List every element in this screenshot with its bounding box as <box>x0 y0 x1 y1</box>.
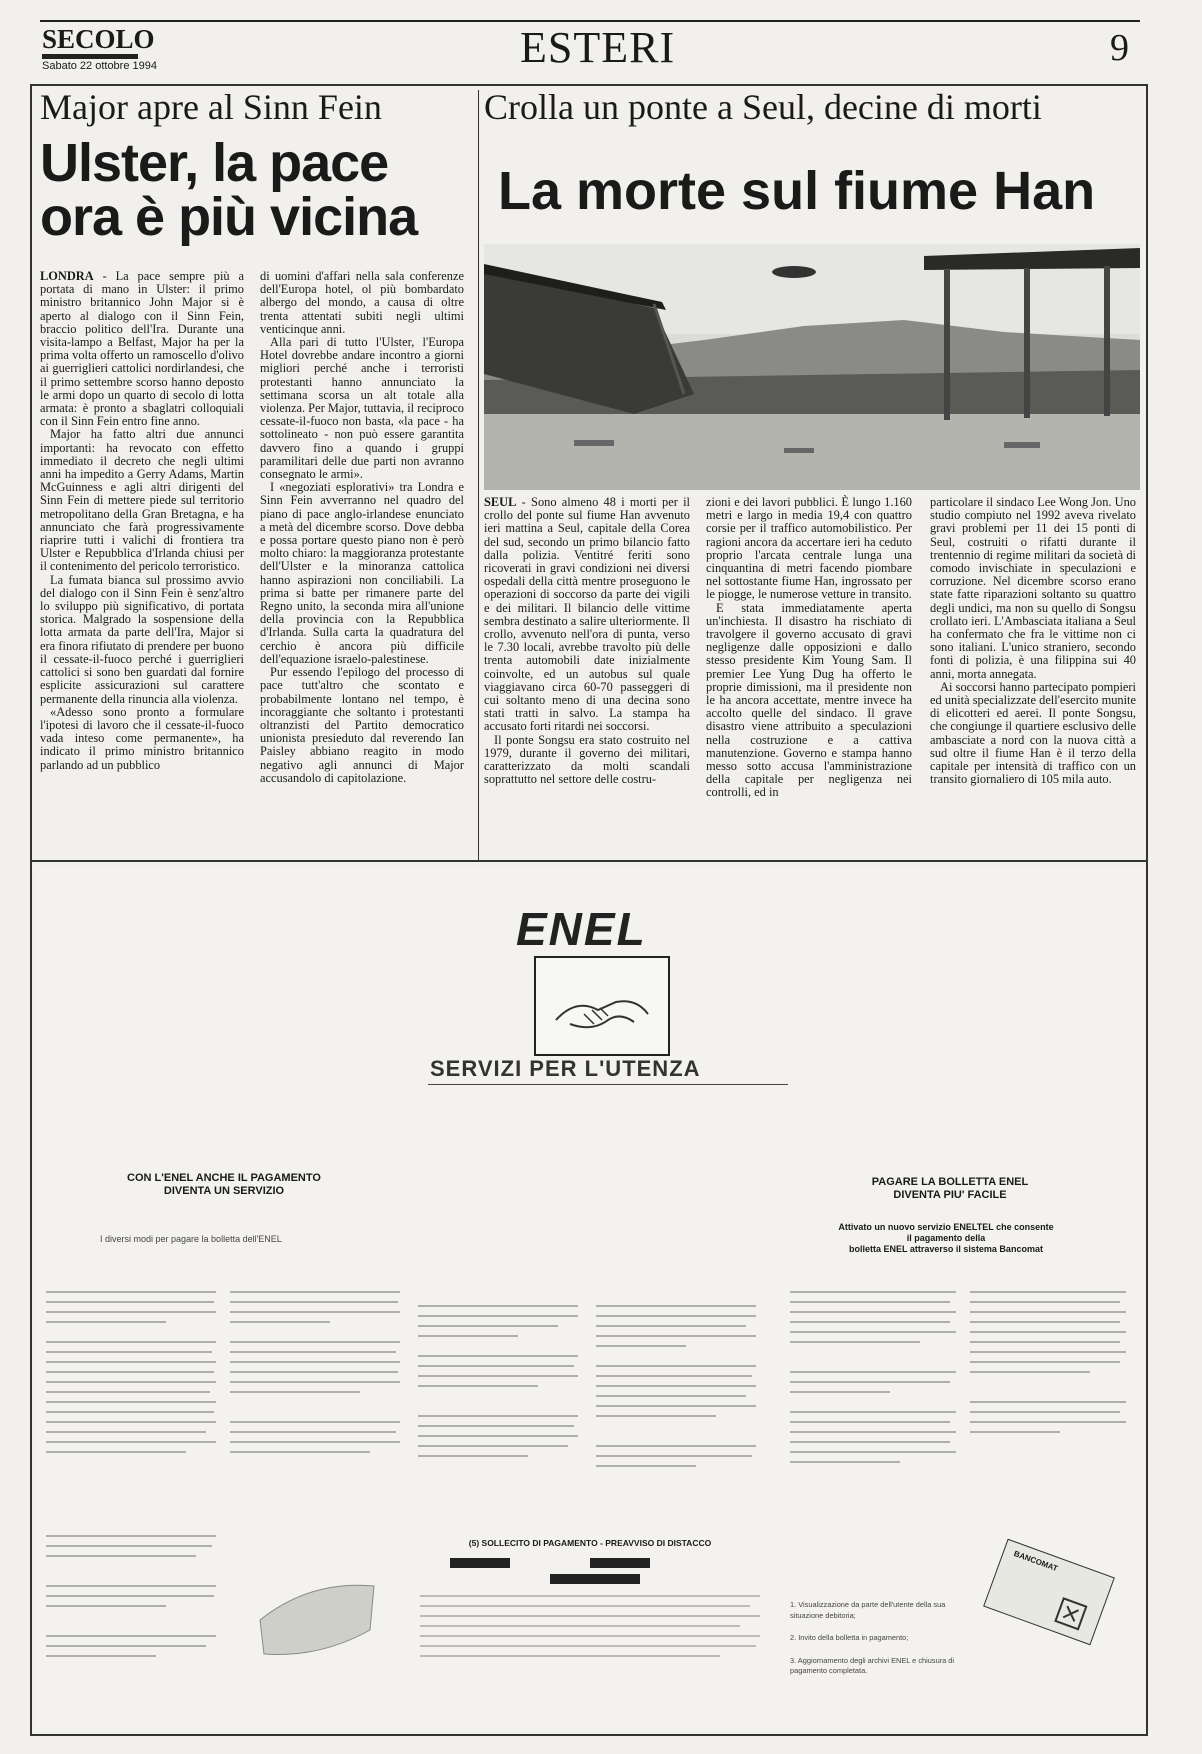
tagline-rule <box>428 1084 788 1085</box>
right-story-kicker: Crolla un ponte a Seul, decine di morti <box>484 87 1042 127</box>
left-col1-p4: «Adesso sono pronto a formulare l'ipotesi di lavoro che il cessate-il-fuoco vada inteso come permanente», ha indicato il primo ministro britannico parlando ad un pubblico <box>40 704 244 772</box>
fineprint-lines-5 <box>790 1286 960 1526</box>
left-story-column-2 <box>260 270 464 785</box>
sollecito-form-sample <box>420 1552 760 1720</box>
left-col1-p2: Major ha fatto altri due annunci importanti: ha revocato con effetto immediato il decreto che negli ultimi anni ha impedito a Gerry Adams, Martin McGuinness e agli altri dirigenti del Sinn Fein di mettere piede sul territorio metropolitano della Gran Bretagna, e ha annunciato che farà progressivamente riaprire tutti i valichi di frontiera tra Ulster e Repubblica d'Irlanda chiusi per il contenimento del pericolo terroristico. <box>40 427 244 574</box>
left-headline-line1: Ulster, la pace <box>40 133 389 193</box>
ad-fineprint-6 <box>970 1286 1130 1490</box>
bridge-collapse-photo <box>484 244 1140 490</box>
ad-divider <box>32 860 1146 862</box>
step-2: 2. Invito della bolletta in pagamento; <box>790 1633 909 1642</box>
right-story-column-1 <box>484 496 690 786</box>
newspaper-logo: SECOLO <box>42 24 155 54</box>
ad-fineprint-3 <box>418 1300 582 1534</box>
right-col2-p2: E stata immediatamente aperta un'inchiesta. Il disastro ha rischiato di travolgere il governo accusato di gravi negligenze dalle opposizioni e dallo stesso presidente Kim Young Sam. Il premier Lee Yung Dug ha offerto le proprie dimissioni, ma il presidente non le ha ancora accettate, mentre invece ha accolto quelle del sindaco. Il grave disastro viene attribuito a speculazioni nella costruzione e a cattiva manutenzione. Governo e stampa hanno messo sotto accusa l'amministrazione della capitale per negligenza nei controlli, ed in <box>706 600 912 800</box>
left-col2-p3: I «negoziati esplorativi» tra Londra e Sinn Fein avverranno nel quadro del piano di pace anglo-irlandese enunciato a metà del dicembre scorso. Dove debba e possa portare questo piano non è però molto chiaro: la maggioranza protestante dell'Ulster e la minoranza cattolica hanno aspirazioni non conciliabili. La prima si batte per rimanere parte del Regno unito, la seconda mira all'unione della provincia con la Repubblica d'Irlanda. Sulla carta la quadratura del cerchio è ancora più difficile dell'equazione israelo-palestinese. <box>260 480 464 666</box>
enel-logo: ENEL <box>516 903 647 955</box>
left-col1-p3: La fumata bianca sul prossimo avvio del dialogo con il Sinn Fein è senz'altro lo sviluppo più significativo, di portata storica. Malgrado la sospensione della lotta armata da parte dell'Ira, Major si era finora rifiutato di prendere per buono il cessate-il-fuoco perché i guerriglieri cattolici si sono ben guardati dal fornire esplicite assicurazioni sul carattere permanente della rinuncia alla violenza. <box>40 572 244 706</box>
sollecito-heading: (5) SOLLECITO DI PAGAMENTO - PREAVVISO DI DISTACCO <box>468 1538 712 1548</box>
fineprint-lines <box>46 1286 218 1706</box>
ad-left-subheading: I diversi modi per pagare la bolletta dell'ENEL <box>100 1234 282 1244</box>
right-col2-p1: zioni e dei lavori pubblici. È lungo 1.160 metri e largo in media 19,4 con quattro corsie per il traffico automobilistico. Per ragioni ancora da accertare ieri ha ceduto proprio l'arcata centrale lunga una cinquantina di metri facendo piombare nel sottostante fiume Han, ingrossato per le piogge, le numerose vetture in transito. <box>706 495 912 602</box>
right-story-column-3 <box>930 496 1136 786</box>
page-number: 9 <box>1110 27 1129 69</box>
ad-left-heading: CON L'ENEL ANCHE IL PAGAMENTO DIVENTA UN SERVIZIO <box>127 1172 321 1197</box>
right-col3-p2: Ai soccorsi hanno partecipato pompieri ed unità specializzate dell'esercito munite di elicotteri ed aerei. Il ponte Songsu, che congiunge il quartiere esclusivo delle ambasciate a nord con la nuova città a sud oltre il fiume Han è il terzo della capitale per intensità di traffico con un transito giornaliero di 105 mila auto. <box>930 679 1136 787</box>
ad-fineprint-1 <box>46 1286 218 1710</box>
fineprint-lines-6 <box>970 1286 1130 1486</box>
handshake-icon <box>534 956 670 1056</box>
left-dateline: LONDRA <box>40 269 94 283</box>
bancomat-logo-icon <box>1053 1596 1089 1632</box>
left-story-headline <box>40 133 470 247</box>
logo-underline <box>42 54 138 59</box>
left-col2-p2: Alla pari di tutto l'Ulster, l'Europa Hotel dovrebbe andare incontro a giorni migliori perché anche i terroristi protestanti hanno annunciato la settimana scorsa un alt totale alla violenza. Per Major, tuttavia, il reciproco cessate-il-fuoco non basta, «la pace - ha sottolineato - non può essere garantita davvero fino a quando i gruppi paramilitari delle due parti non avranno consegnato le armi». <box>260 335 464 482</box>
ad-fineprint-4 <box>596 1300 760 1534</box>
right-story-headline: La morte sul fiume Han <box>498 161 1096 221</box>
left-story-kicker: Major apre al Sinn Fein <box>40 87 382 127</box>
left-headline-line2: ora è più vicina <box>40 187 418 247</box>
fineprint-lines-2 <box>230 1286 402 1546</box>
right-col1-p1: SEUL - Sono almeno 48 i morti per il crollo del ponte sul fiume Han avvenuto ieri mattina a Seul, capitale della Corea del sud, secondo un primo bilancio fatto dalla polizia. Ventitré feriti sono ricoverati in gravi condizioni nei diversi ospedali della città mentre proseguono le operazioni di soccorso da parte dei vigili e dei militari. Il bilancio delle vittime sembra destinato a salire ulteriormente. Il crollo, avvenuto nell'ora di punta, verso le 7.30 locali, avrebbe travolto più delle trenta automobili date inizialmente coinvolte, ed un autobus sul quale viaggiavano circa 60-70 passeggeri di cui soltanto meno di una decina sono stati tratti in salvo. La stampa ha accusato forti ritardi nei soccorsi. <box>484 495 690 734</box>
ad-right-heading: PAGARE LA BOLLETTA ENEL DIVENTA PIU' FACILE <box>871 1176 1029 1201</box>
enel-tagline: SERVIZI PER L'UTENZA <box>430 1056 701 1081</box>
step-3: 3. Aggiornamento degli archivi ENEL e chiusura di pagamento completata. <box>790 1655 955 1675</box>
ad-right-subheading: Attivato un nuovo servizio ENELTEL che consente il pagamento della bolletta ENEL attraverso il sistema Bancomat <box>838 1222 1054 1254</box>
bill-illustration <box>250 1580 380 1660</box>
left-col2-p1: di uomini d'affari nella sala conferenze dell'Europa hotel, ol più bombardato albergo del mondo, a causa di oltre trenta attentati subiti negli ultimi venticinque anni. <box>260 269 464 336</box>
ad-fineprint-5 <box>790 1286 960 1530</box>
right-dateline: SEUL <box>484 495 517 509</box>
left-col1-p1: LONDRA - La pace sempre più a portata di mano in Ulster: il primo ministro britannico John Major si è aperto al dialogo con il Sinn Fein, braccio politico dell'Ira. Durante una visita-lampo a Belfast, Major ha per la prima volta offerto un ramoscello d'olivo ai guerriglieri cattolici nordirlandesi, che il primo settembre scorso hanno deposto le armi dopo un quarto di secolo di lotta armata: è pronto a sbaglatri colloquiali con il Sinn Fein entro fine anno. <box>40 269 244 429</box>
fineprint-lines-3 <box>418 1300 582 1530</box>
right-col3-p1: particolare il sindaco Lee Wong Jon. Uno studio compiuto nel 1992 aveva rivelato gravi problemi per 11 dei 15 ponti di Seul, costruiti o rifatti durante il trentennio di regime militari da società di comodo invischiate in speculazioni e corruzione. Nel dicembre scorso erano state fatte riparazioni soltanto su quattro degli undici, ma non su quello di Songsu crollato ieri. L'Ambasciata italiana a Seul ha confermato che fra le vittime non ci sono italiani. L'unico straniero, secondo fonti di polizia, è una filippina sui 40 anni, morta annegata. <box>930 495 1136 681</box>
right-story-column-2 <box>706 496 912 800</box>
issue-date: Sabato 22 ottobre 1994 <box>42 60 157 72</box>
bancomat-card-label: BANCOMAT <box>1012 1549 1059 1574</box>
section-title: ESTERI <box>520 23 676 72</box>
story-divider <box>478 90 479 860</box>
step-1: 1. Visualizzazione da parte dell'utente della sua situazione debitoria; <box>790 1600 946 1620</box>
fineprint-lines-4 <box>596 1300 760 1530</box>
ad-fineprint-2 <box>230 1286 402 1550</box>
left-col2-p4: Pur essendo l'epilogo del processo di pace tutt'altro che scontato e probabilmente lontano nel tempo, è incoraggiante che soltanto i protestanti oltranzisti del Partito democratico unionista presieduto dal reverendo Ian Paisley abbiano reagito in modo negativo agli annunci di Major accusandolo di capitolazione. <box>260 665 464 785</box>
bancomat-steps <box>790 1600 960 1689</box>
right-col1-p2: Il ponte Songsu era stato costruito nel 1979, durante il governo dei militari, caratterizzato da molti scandali soprattutto nel settore delle costru- <box>484 732 690 787</box>
left-story-column-1 <box>40 270 244 772</box>
